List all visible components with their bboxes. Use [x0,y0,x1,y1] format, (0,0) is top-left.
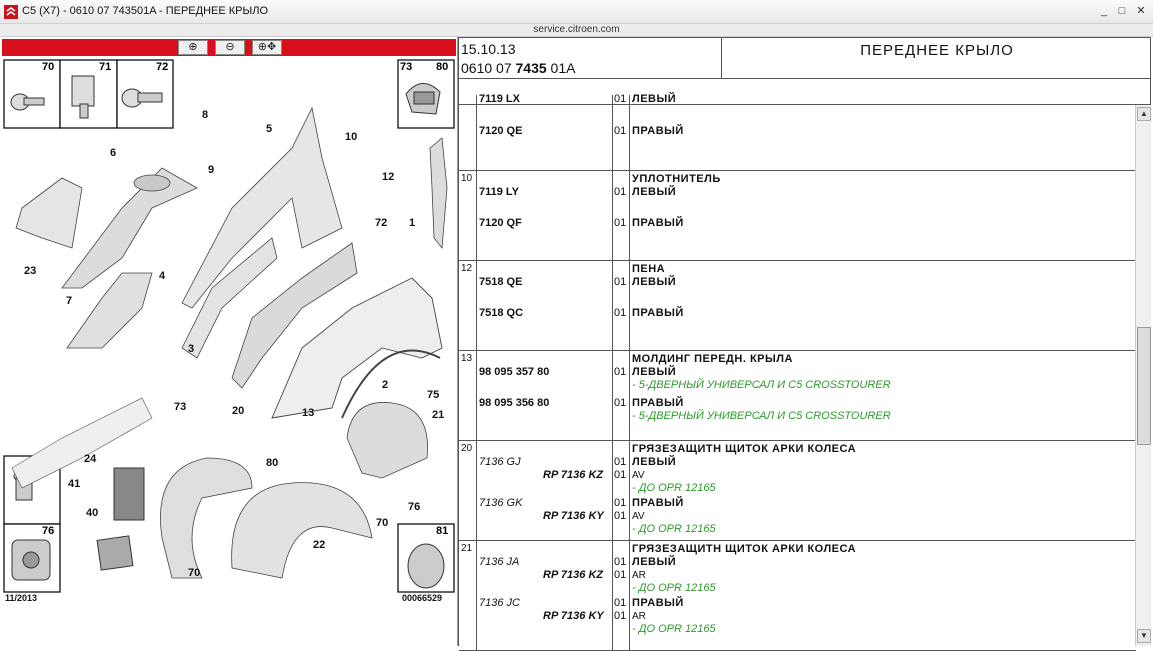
callout-8: 8 [202,109,209,121]
replacement-part: RP 7136 KZ [543,469,604,481]
callout-70c: 70 [188,567,201,579]
replacement-part: RP 7136 KY [543,510,604,522]
close-button[interactable]: ✕ [1136,5,1146,17]
part-number: 7119 LX [479,93,520,105]
callout-81: 81 [436,525,449,537]
fastener-box-81[interactable] [398,524,454,592]
callout-4: 4 [159,270,166,282]
callout-70: 70 [42,61,55,73]
table-row[interactable]: 7119 LX 01 ЛЕВЫЙ 7120 QE 01 ПРАВЫЙ [459,95,1136,171]
table-row[interactable]: 13 МОЛДИНГ ПЕРЕДН. КРЫЛА 98 095 357 80 01 ЛЕВЫЙ - 5-ДВЕРНЫЙ УНИВЕРСАЛ И C5 CROSSTOURER 98 095 356 80 01 ПРАВЫЙ - 5-ДВЕРНЫЙ УНИВЕРСАЛ И C5 CROSSTOURER [459,351,1136,441]
callout-76: 76 [42,525,55,537]
diagram-date: 11/2013 [5,593,38,603]
callout-5: 5 [266,123,273,135]
callout-80b: 80 [266,457,279,469]
window-titlebar [0,0,1153,24]
fastener-box-76[interactable] [4,524,60,592]
window-title: C5 (X7) - 0610 07 743501A - ПЕРЕДНЕЕ КРЫЛО [22,5,269,17]
callout-22: 22 [313,539,326,551]
part-number: 7136 GJ [479,456,521,468]
diagram-code: 00066529 [402,593,443,603]
fastener-box-72[interactable] [117,60,173,128]
zoom-in-button[interactable]: ⊕ [178,40,208,55]
fastener-box-71[interactable] [60,60,117,128]
callout-71: 71 [99,61,112,73]
callout-7: 7 [66,295,73,307]
part-number: 7120 QE [479,125,523,137]
part-number: 7136 JA [479,556,520,568]
part-21[interactable] [347,402,428,478]
header-date: 15.10.13 [461,41,516,57]
parts-diagram[interactable] [2,58,456,606]
parts-list-panel [458,37,1153,646]
header-title: ПЕРЕДНЕЕ КРЫЛО [860,42,1014,59]
callout-13: 13 [302,407,315,419]
part-22[interactable] [232,483,372,578]
parts-header [458,37,1151,79]
callout-73: 73 [400,61,413,73]
callout-40: 40 [86,507,99,519]
zoom-toolbar [2,39,456,56]
callout-70b: 70 [376,517,389,529]
vertical-scrollbar[interactable] [1135,105,1151,646]
callout-73b: 73 [174,401,187,413]
zoom-fit-button[interactable]: ⊕✥ [252,40,282,55]
part-number: 7518 QC [479,307,524,319]
part-number: 98 095 357 80 [479,366,550,378]
table-row[interactable]: 20 ГРЯЗЕЗАЩИТН ЩИТОК АРКИ КОЛЕСА 7136 GJ 01 ЛЕВЫЙ RP 7136 KZ 01 AV - ДО OPR 12165 7136 GK 01 ПРАВЫЙ RP 7136 KY 01 AV - ДО OPR 12165 [459,441,1136,541]
callout-3: 3 [188,343,195,355]
citroen-logo-icon [4,5,18,19]
maximize-button[interactable]: □ [1118,5,1126,17]
replacement-part: RP 7136 KZ [543,569,604,581]
url-bar [0,24,1153,37]
part-number: 98 095 356 80 [479,397,550,409]
callout-23: 23 [24,265,37,277]
part-number: 7119 LY [479,186,519,198]
parts-table [458,93,1135,646]
part-12[interactable] [430,138,447,248]
part-number: 7518 QE [479,276,523,288]
callout-76b: 76 [408,501,421,513]
url-text: service.citroen.com [533,24,620,35]
table-row[interactable]: 21 ГРЯЗЕЗАЩИТН ЩИТОК АРКИ КОЛЕСА 7136 JA 01 ЛЕВЫЙ RP 7136 KZ 01 AR - ДО OPR 12165 7136 JC 01 ПРАВЫЙ RP 7136 KY 01 AR - ДО OPR 12165 [459,541,1136,651]
callout-12: 12 [382,171,395,183]
callout-80: 80 [436,61,449,73]
callout-41: 41 [68,478,81,490]
minimize-button[interactable]: _ [1100,5,1108,17]
fastener-box-70[interactable] [4,60,60,128]
part-6[interactable] [62,168,197,288]
table-row[interactable]: 10 УПЛОТНИТЕЛЬ 7119 LY 01 ЛЕВЫЙ 7120 QF 01 ПРАВЫЙ [459,171,1136,261]
callout-75b: 75 [427,389,440,401]
part-40[interactable] [97,536,133,570]
callout-2: 2 [382,379,389,391]
table-row[interactable]: 12 ПЕНА 7518 QE 01 ЛЕВЫЙ 7518 QC 01 ПРАВЫЙ [459,261,1136,351]
header-reference: 0610 07 7435 01A [461,60,576,76]
scroll-up-icon[interactable]: ▲ [1137,107,1151,121]
zoom-out-button[interactable]: ⊖ [215,40,245,55]
callout-24: 24 [84,453,97,465]
callout-6: 6 [110,147,117,159]
callout-9: 9 [208,164,215,176]
callout-1: 1 [409,217,416,229]
scroll-down-icon[interactable]: ▼ [1137,629,1151,643]
replacement-part: RP 7136 KY [543,610,604,622]
part-23[interactable] [16,178,82,248]
callout-72: 72 [156,61,169,73]
callout-72b: 72 [375,217,388,229]
callout-20: 20 [232,405,245,417]
scroll-thumb[interactable] [1137,327,1151,445]
part-number: 7120 QF [479,217,522,229]
diagram-panel [0,37,458,646]
callout-10: 10 [345,131,358,143]
part-number: 7136 JC [479,597,520,609]
fastener-box-73-80[interactable] [398,60,454,128]
part-41[interactable] [114,468,144,520]
callout-21: 21 [432,409,445,421]
part-number: 7136 GK [479,497,523,509]
